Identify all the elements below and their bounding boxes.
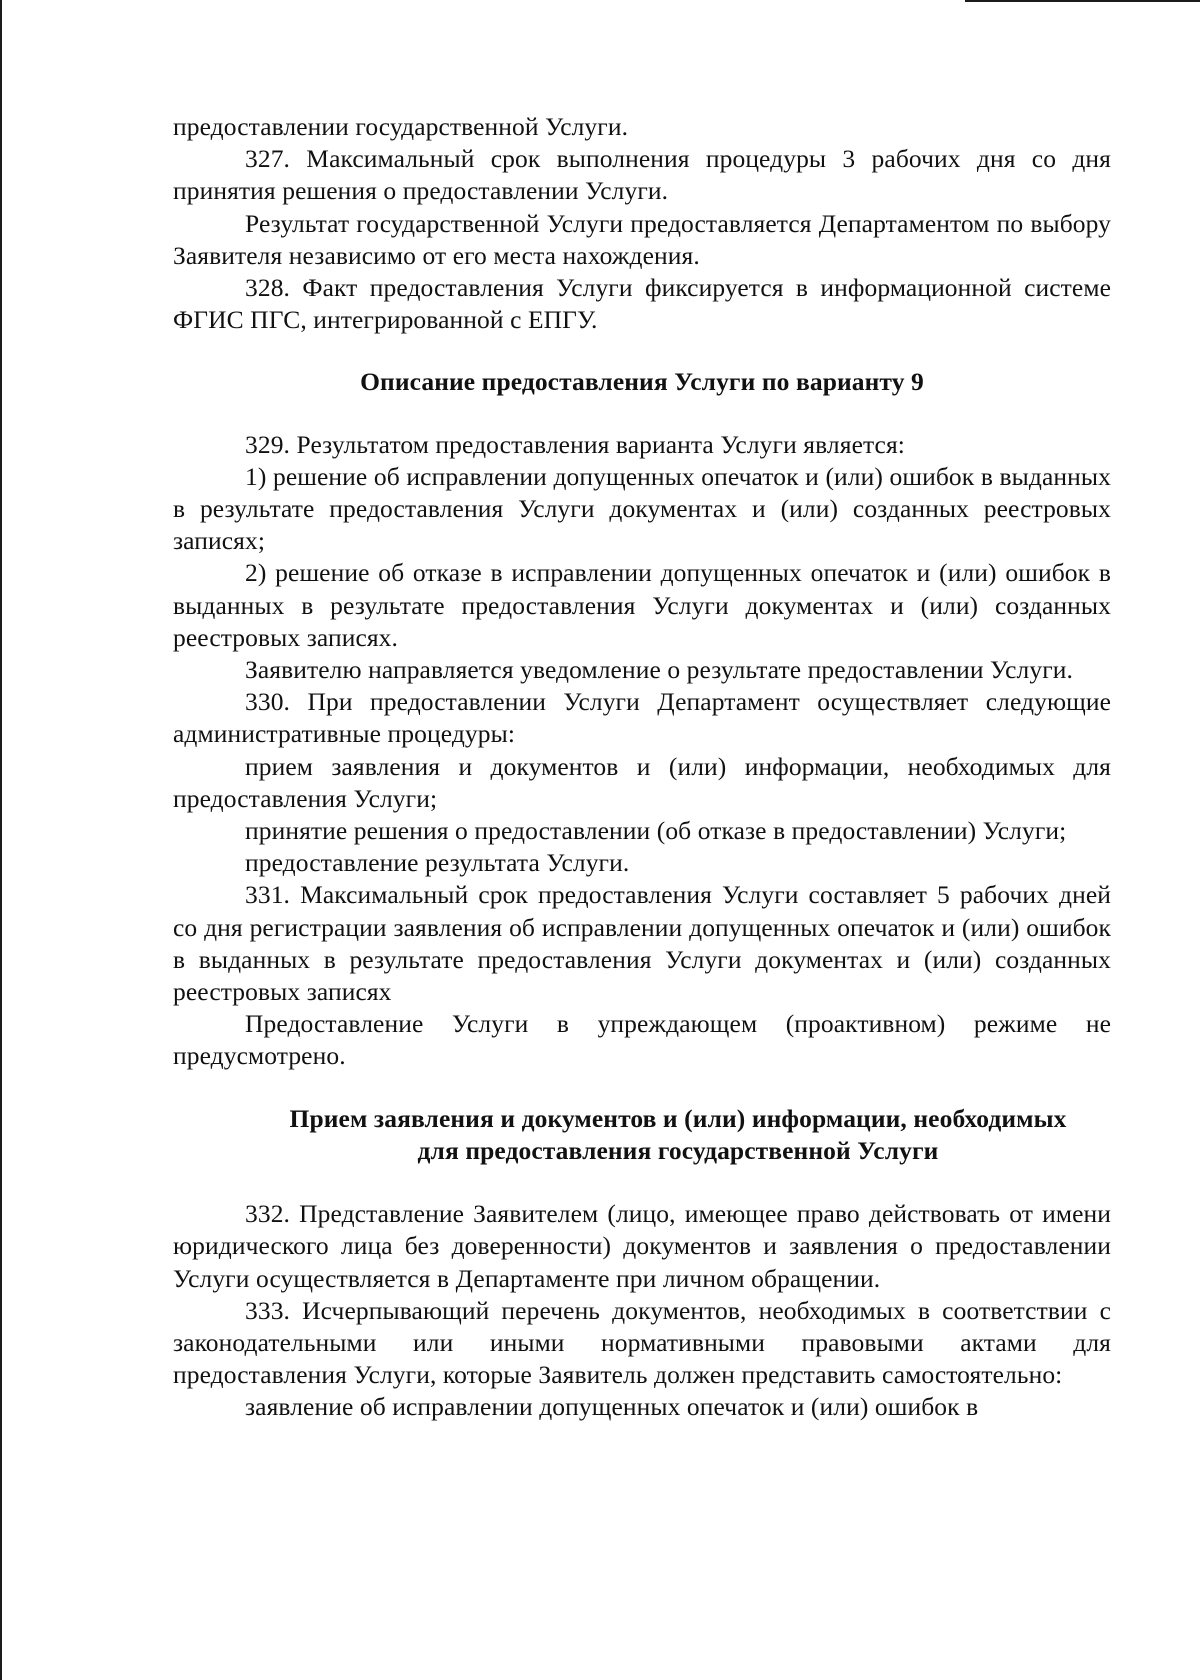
- paragraph-327: 327. Максимальный срок выполнения процедуры 3 рабочих дня со дня принятия решения о предоставлении Услуги.: [173, 144, 1111, 206]
- paragraph-328: 328. Факт предоставления Услуги фиксируется в информационной системе ФГИС ПГС, интегрированной с ЕПГУ.: [173, 273, 1111, 335]
- section-heading-application: [173, 1103, 1111, 1167]
- section-heading-line-1: Прием заявления и документов и (или) информации, необходимых: [289, 1103, 1067, 1133]
- paragraph-notification: Заявителю направляется уведомление о результате предоставлении Услуги.: [245, 655, 1074, 685]
- list-item-1: 1) решение об исправлении допущенных опечаток и (или) ошибок в выданных в результате предоставления Услуги документах и (или) созданных реестровых записях;: [173, 461, 1111, 556]
- paragraph-result: Результат государственной Услуги предоставляется Департаментом по выбору Заявителя независимо от его места нахождения.: [173, 208, 1111, 270]
- procedure-item-1: прием заявления и документов и (или) информации, необходимых для предоставления Услуги;: [173, 751, 1111, 813]
- paragraph-331: 331. Максимальный срок предоставления Услуги составляет 5 рабочих дней со дня регистрации заявления об исправлении допущенных опечаток и (или) ошибок в выданных в результате предоставления Услуги документах и (или) созданных реестровых записях: [173, 880, 1111, 1007]
- procedure-item-2: принятие решения о предоставлении (об отказе в предоставлении) Услуги;: [245, 816, 1067, 846]
- paragraph-continuation: предоставлении государственной Услуги.: [173, 112, 629, 141]
- paragraph-application-start: заявление об исправлении допущенных опечаток и (или) ошибок в: [245, 1392, 979, 1422]
- list-item-2: 2) решение об отказе в исправлении допущенных опечаток и (или) ошибок в выданных в результате предоставления Услуги документах и (или) созданных реестровых записях.: [173, 558, 1111, 652]
- section-heading-variant-9: Описание предоставления Услуги по варианту 9: [360, 367, 924, 397]
- scan-edge-left: [0, 0, 2, 1680]
- paragraph-330: 330. При предоставлении Услуги Департамент осуществляет следующие административные процедуры:: [173, 687, 1111, 749]
- procedure-item-3: предоставление результата Услуги.: [245, 848, 630, 878]
- paragraph-333: 333. Исчерпывающий перечень документов, необходимых в соответствии с законодательными или иными нормативными правовыми актами для предоставления Услуги, которые Заявитель должен представить самостоятельно:: [173, 1295, 1111, 1390]
- paragraph-329: 329. Результатом предоставления варианта Услуги является:: [245, 429, 905, 459]
- section-heading-line-2: для предоставления государственной Услуги: [417, 1135, 939, 1165]
- paragraph-332: 332. Представление Заявителем (лицо, имеющее право действовать от имени юридического лица без доверенности) документов и заявления о предоставлении Услуги осуществляется в Департаменте при личном обращении.: [173, 1199, 1111, 1293]
- scan-edge-top: [965, 0, 1200, 2]
- paragraph-proactive: Предоставление Услуги в упреждающем (проактивном) режиме не предусмотрено.: [173, 1009, 1111, 1071]
- document-body: [173, 111, 1111, 1424]
